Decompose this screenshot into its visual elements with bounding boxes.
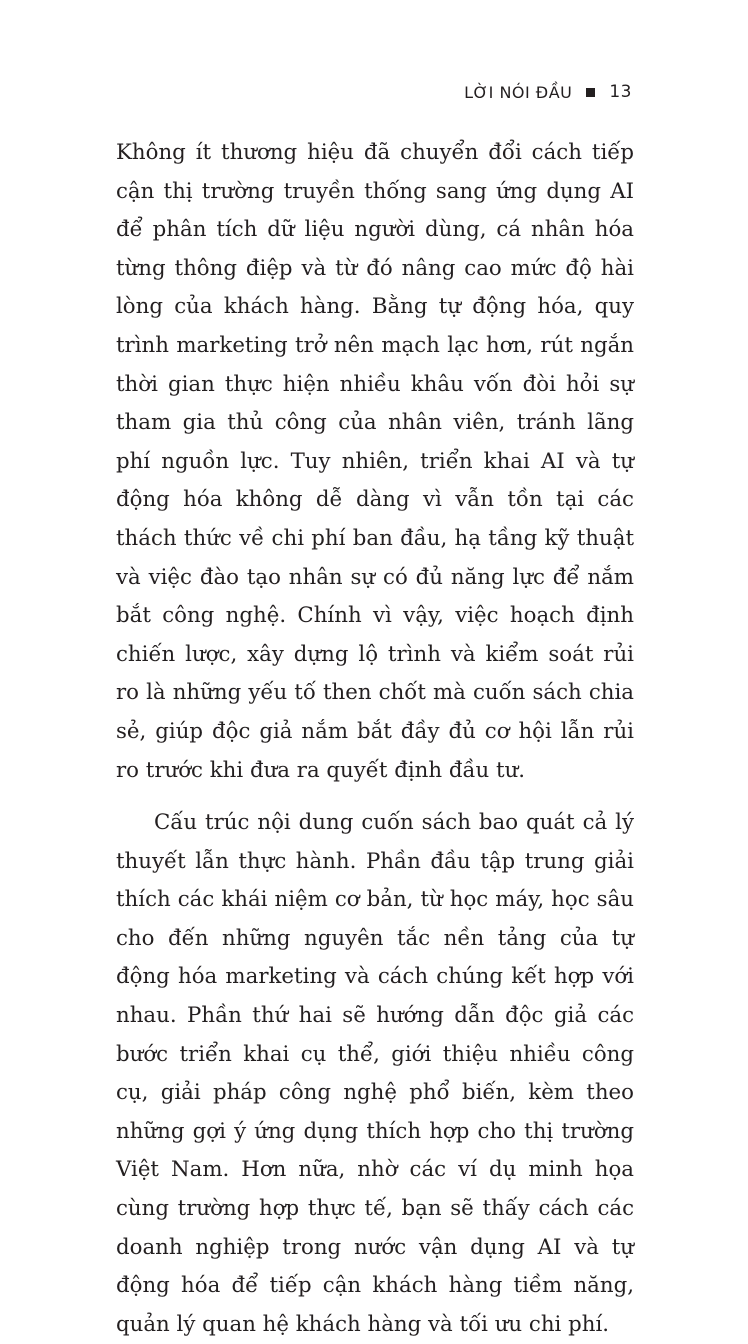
running-header xyxy=(464,82,632,102)
paragraph-2: Cấu trúc nội dung cuốn sách bao quát cả lý thuyết lẫn thực hành. Phần đầu tập trung giải thích các khái niệm cơ bản, từ học máy, học sâu cho đến những nguyên tắc nền tảng của tự động hóa marketing và cách chúng kết hợp với nhau. Phần thứ hai sẽ hướng dẫn độc giả các bước triển khai cụ thể, giới thiệu nhiều công cụ, giải pháp công nghệ phổ biến, kèm theo những gợi ý ứng dụng thích hợp cho thị trường Việt Nam. Hơn nữa, nhờ các ví dụ minh họa cùng trường hợp thực tế, bạn sẽ thấy cách các doanh nghiệp trong nước vận dụng AI và tự động hóa để tiếp cận khách hàng tiềm năng, quản lý quan hệ khách hàng và tối ưu chi phí. xyxy=(116,810,634,1337)
page-number: 13 xyxy=(609,82,632,102)
chapter-title: LỜI NÓI ĐẦU xyxy=(464,82,573,102)
square-bullet-icon xyxy=(586,88,595,97)
paragraph-1: Không ít thương hiệu đã chuyển đổi cách tiếp cận thị trường truyền thống sang ứng dụng AI để phân tích dữ liệu người dùng, cá nhân hóa từng thông điệp và từ đó nâng cao mức độ hài lòng của khách hàng. Bằng tự động hóa, quy trình marketing trở nên mạch lạc hơn, rút ngắn thời gian thực hiện nhiều khâu vốn đòi hỏi sự tham gia thủ công của nhân viên, tránh lãng phí nguồn lực. Tuy nhiên, triển khai AI và tự động hóa không dễ dàng vì vẫn tồn tại các thách thức về chi phí ban đầu, hạ tầng kỹ thuật và việc đào tạo nhân sự có đủ năng lực để nắm bắt công nghệ. Chính vì vậy, việc hoạch định chiến lược, xây dựng lộ trình và kiểm soát rủi ro là những yếu tố then chốt mà cuốn sách chia sẻ, giúp độc giả nắm bắt đầy đủ cơ hội lẫn rủi ro trước khi đưa ra quyết định đầu tư. xyxy=(116,140,634,783)
body-text xyxy=(116,134,634,1344)
